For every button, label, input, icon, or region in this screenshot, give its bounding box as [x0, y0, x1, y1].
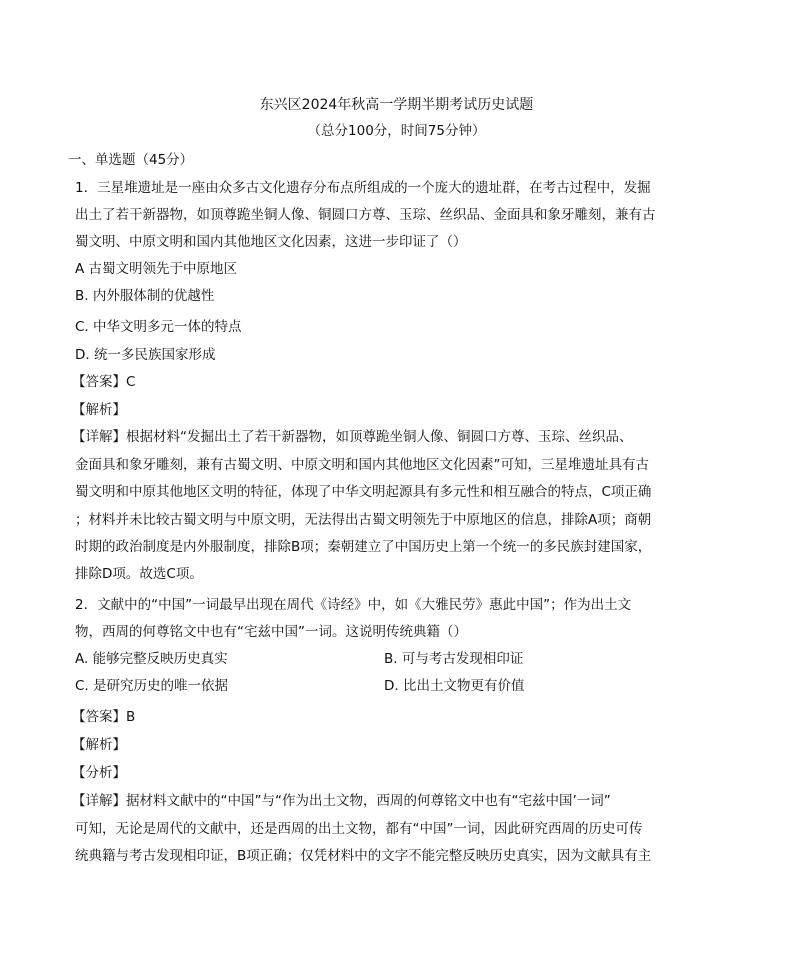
q2-option-c: C. 是研究历史的唯一依据: [75, 678, 229, 694]
q1-analysis-heading: 【解析】: [72, 402, 126, 418]
q2-stem-line: 物，西周的何尊铭文中也有“宅兹中国”一词。这说明传统典籍（）: [75, 624, 467, 640]
q2-detail-line: 统典籍与考古发现相印证，B项正确；仅凭材料中的文字不能完整反映历史真实，因为文献具有主: [75, 848, 652, 864]
q2-option-d: D. 比出土文物更有价值: [384, 678, 525, 694]
q1-detail-line: 【详解】根据材料“发掘出土了若干新器物，如顶尊跪坐铜人像、铜圆口方尊、玉琮、丝织品、: [72, 429, 633, 445]
q1-detail-line: 金面具和象牙雕刻，兼有古蜀文明、中原文明和国内其他地区文化因素”可知，三星堆遗址具有古: [75, 457, 649, 473]
q1-stem-line: 1．三星堆遗址是一座由众多古文化遗存分布点所组成的一个庞大的遗址群，在考古过程中，发掘: [75, 180, 651, 196]
page-subtitle: （总分100分，时间75分钟）: [307, 123, 486, 139]
q1-option-d: D. 统一多民族国家形成: [75, 347, 216, 363]
page-title: 东兴区2024年秋高一学期半期考试历史试题: [259, 97, 534, 113]
q2-detail-line: 【详解】据材料文献中的“中国”与“作为出土文物，西周的何尊铭文中也有“宅兹中国’一词”: [72, 793, 611, 809]
q1-stem-line: 出土了若干新器物，如顶尊跪坐铜人像、铜圆口方尊、玉琮、丝织品、金面具和象牙雕刻，兼有古: [75, 207, 656, 223]
section-title: 一、单选题（45分）: [68, 152, 194, 168]
q1-stem-line: 蜀文明、中原文明和国内其他地区文化因素，这进一步印证了（）: [75, 234, 467, 250]
q1-answer: 【答案】C: [72, 374, 136, 390]
q1-option-a: A 古蜀文明领先于中原地区: [75, 261, 238, 277]
q2-analysis-subheading: 【分析】: [72, 765, 126, 781]
q1-detail-line: 排除D项。故选C项。: [75, 566, 203, 582]
q2-detail-line: 可知，无论是周代的文献中，还是西周的出土文物，都有“中国”一词，因此研究西周的历史可传: [75, 821, 643, 837]
q2-option-b: B. 可与考古发现相印证: [384, 651, 524, 667]
q2-answer: 【答案】B: [72, 709, 136, 725]
q1-detail-line: ；材料并未比较古蜀文明与中原文明，无法得出古蜀文明领先于中原地区的信息，排除A项；商朝: [75, 512, 652, 528]
q1-detail-line: 时期的政治制度是内外服制度，排除B项；秦朝建立了中国历史上第一个统一的多民族封建国家，: [75, 539, 652, 555]
q2-option-a: A. 能够完整反映历史真实: [75, 651, 228, 667]
q2-stem-line: 2．文献中的“中国”一词最早出现在周代《诗经》中，如《大雅民劳》惠此中国”；作为出土文: [75, 597, 632, 613]
q1-option-b: B. 内外服体制的优越性: [75, 288, 215, 304]
q2-analysis-heading: 【解析】: [72, 737, 126, 753]
q1-detail-line: 蜀文明和中原其他地区文明的特征，体现了中华文明起源具有多元性和相互融合的特点，C项正确: [75, 484, 652, 500]
q1-option-c: C. 中华文明多元一体的特点: [75, 319, 242, 335]
